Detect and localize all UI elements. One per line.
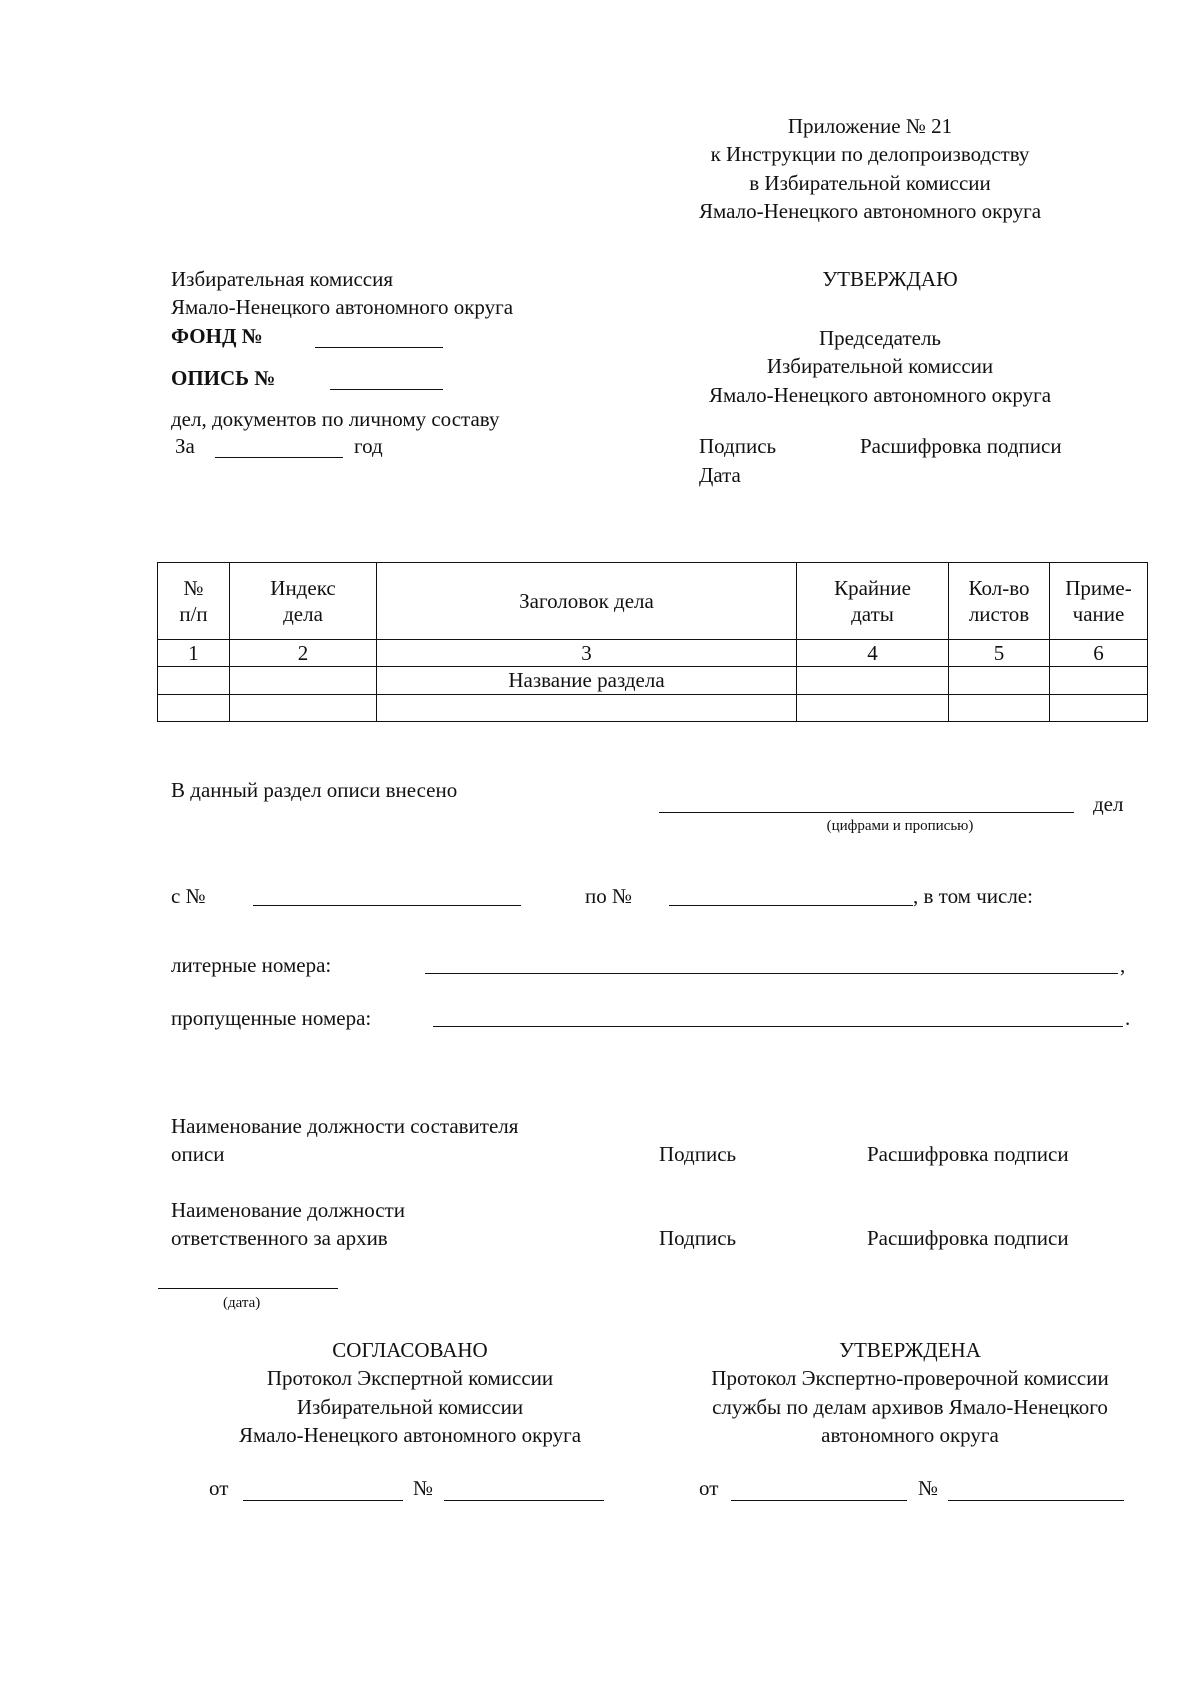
opis-description: дел, документов по личному составу: [171, 407, 500, 431]
approve-line-3: Ямало-Ненецкого автономного округа: [708, 382, 1052, 407]
approved-from-label: от: [699, 1476, 719, 1500]
agreed-number-label: №: [413, 1476, 434, 1500]
archive-position-line-2: ответственного за архив: [171, 1226, 388, 1250]
to-number-label: по №: [585, 884, 633, 908]
section-name-cell: Название раздела: [377, 667, 797, 694]
including-label: , в том числе:: [913, 884, 1033, 908]
to-number-field[interactable]: [669, 905, 913, 906]
col-header-sheets: Кол-во листов: [949, 563, 1050, 640]
approved-number-label: №: [918, 1476, 939, 1500]
column-number: 3: [377, 640, 797, 667]
opis-number-field[interactable]: [330, 389, 443, 390]
appendix-line-4: Ямало-Ненецкого автономного округа: [698, 199, 1042, 224]
year-field[interactable]: [215, 457, 343, 458]
table-cell[interactable]: [230, 667, 377, 694]
from-number-label: с №: [171, 884, 206, 908]
col-header-note: Приме- чание: [1050, 563, 1148, 640]
table-header-row: [158, 563, 1148, 640]
appendix-block: [640, 112, 1100, 225]
date-field[interactable]: [158, 1288, 338, 1289]
agreed-from-label: от: [209, 1476, 229, 1500]
archive-signature-decode-label: Расшифровка подписи: [867, 1226, 1069, 1250]
compiler-position-line-2: описи: [171, 1142, 225, 1166]
col-header-number: № п/п: [158, 563, 230, 640]
year-prefix: За: [175, 434, 195, 458]
approved-title: УТВЕРЖДЕНА: [839, 1338, 981, 1362]
agreed-line-3: Ямало-Ненецкого автономного округа: [238, 1423, 582, 1448]
table-number-row: [158, 640, 1148, 667]
letter-numbers-label: литерные номера:: [171, 953, 332, 977]
year-suffix: год: [354, 434, 383, 458]
approve-signature-decode-label: Расшифровка подписи: [860, 434, 1062, 458]
appendix-line-2: к Инструкции по делопроизводству: [710, 142, 1030, 167]
opis-label: ОПИСЬ №: [171, 366, 276, 390]
agreed-line-1: Протокол Экспертной комиссии: [266, 1366, 554, 1391]
letter-numbers-field[interactable]: [425, 973, 1118, 974]
approved-line-1: Протокол Экспертно-проверочной комиссии: [711, 1366, 1109, 1391]
column-number: 2: [230, 640, 377, 667]
table-cell[interactable]: [797, 694, 949, 721]
col-header-dates: Крайние даты: [797, 563, 949, 640]
appendix-line-1: Приложение № 21: [787, 114, 953, 138]
approve-line-1: Председатель: [818, 326, 942, 350]
approved-line-3: автономного округа: [821, 1423, 999, 1448]
from-number-field[interactable]: [253, 905, 521, 906]
agreed-date-field[interactable]: [243, 1500, 403, 1501]
column-number: 1: [158, 640, 230, 667]
archive-position-line-1: Наименование должности: [171, 1198, 405, 1222]
approved-number-field[interactable]: [948, 1500, 1124, 1501]
count-hint: (цифрами и прописью): [826, 818, 974, 834]
org-line-1: Избирательная комиссия: [171, 267, 393, 291]
column-number: 4: [797, 640, 949, 667]
agreed-line-2: Избирательной комиссии: [296, 1394, 524, 1419]
col-header-index: Индекс дела: [230, 563, 377, 640]
column-number: 5: [949, 640, 1050, 667]
date-hint: (дата): [223, 1295, 261, 1311]
compiler-signature-label: Подпись: [659, 1142, 737, 1166]
agreed-number-field[interactable]: [444, 1500, 604, 1501]
approved-date-field[interactable]: [731, 1500, 907, 1501]
table-cell[interactable]: [377, 694, 797, 721]
approved-line-2: службы по делам архивов Ямало-Ненецкого: [712, 1394, 1108, 1419]
agreed-block: [190, 1336, 630, 1449]
approve-position: [660, 324, 1100, 409]
del-label: дел: [1093, 792, 1124, 816]
entered-count-field[interactable]: [659, 812, 1074, 813]
col-header-title: Заголовок дела: [377, 563, 797, 640]
approve-signature-label: Подпись: [699, 434, 777, 458]
compiler-position-line-1: Наименование должности составителя: [171, 1114, 519, 1138]
table-cell[interactable]: [1050, 694, 1148, 721]
agreed-title: СОГЛАСОВАНО: [332, 1338, 488, 1362]
missed-numbers-field[interactable]: [433, 1026, 1123, 1027]
table-section-row: [158, 667, 1148, 694]
missed-numbers-label: пропущенные номера:: [171, 1006, 372, 1030]
table-cell[interactable]: [949, 694, 1050, 721]
archive-signature-label: Подпись: [659, 1226, 737, 1250]
compiler-signature-decode-label: Расшифровка подписи: [867, 1142, 1069, 1166]
org-line-2: Ямало-Ненецкого автономного округа: [171, 295, 514, 319]
fond-number-field[interactable]: [315, 347, 443, 348]
table-cell[interactable]: [949, 667, 1050, 694]
table-row: [158, 694, 1148, 721]
inventory-table: [157, 562, 1148, 722]
fond-label: ФОНД №: [171, 324, 263, 348]
appendix-line-3: в Избирательной комиссии: [749, 170, 991, 195]
approve-date-label: Дата: [699, 463, 741, 487]
table-cell[interactable]: [230, 694, 377, 721]
missed-numbers-period: .: [1125, 1006, 1131, 1030]
table-cell[interactable]: [158, 694, 230, 721]
approve-line-2: Избирательной комиссии: [766, 354, 994, 379]
approve-title: УТВЕРЖДАЮ: [822, 267, 958, 291]
table-cell[interactable]: [1050, 667, 1148, 694]
table-cell[interactable]: [797, 667, 949, 694]
column-number: 6: [1050, 640, 1148, 667]
table-cell[interactable]: [158, 667, 230, 694]
letter-numbers-comma: ,: [1120, 953, 1126, 977]
approved-block: [670, 1336, 1150, 1449]
entered-label: В данный раздел описи внесено: [171, 778, 458, 802]
